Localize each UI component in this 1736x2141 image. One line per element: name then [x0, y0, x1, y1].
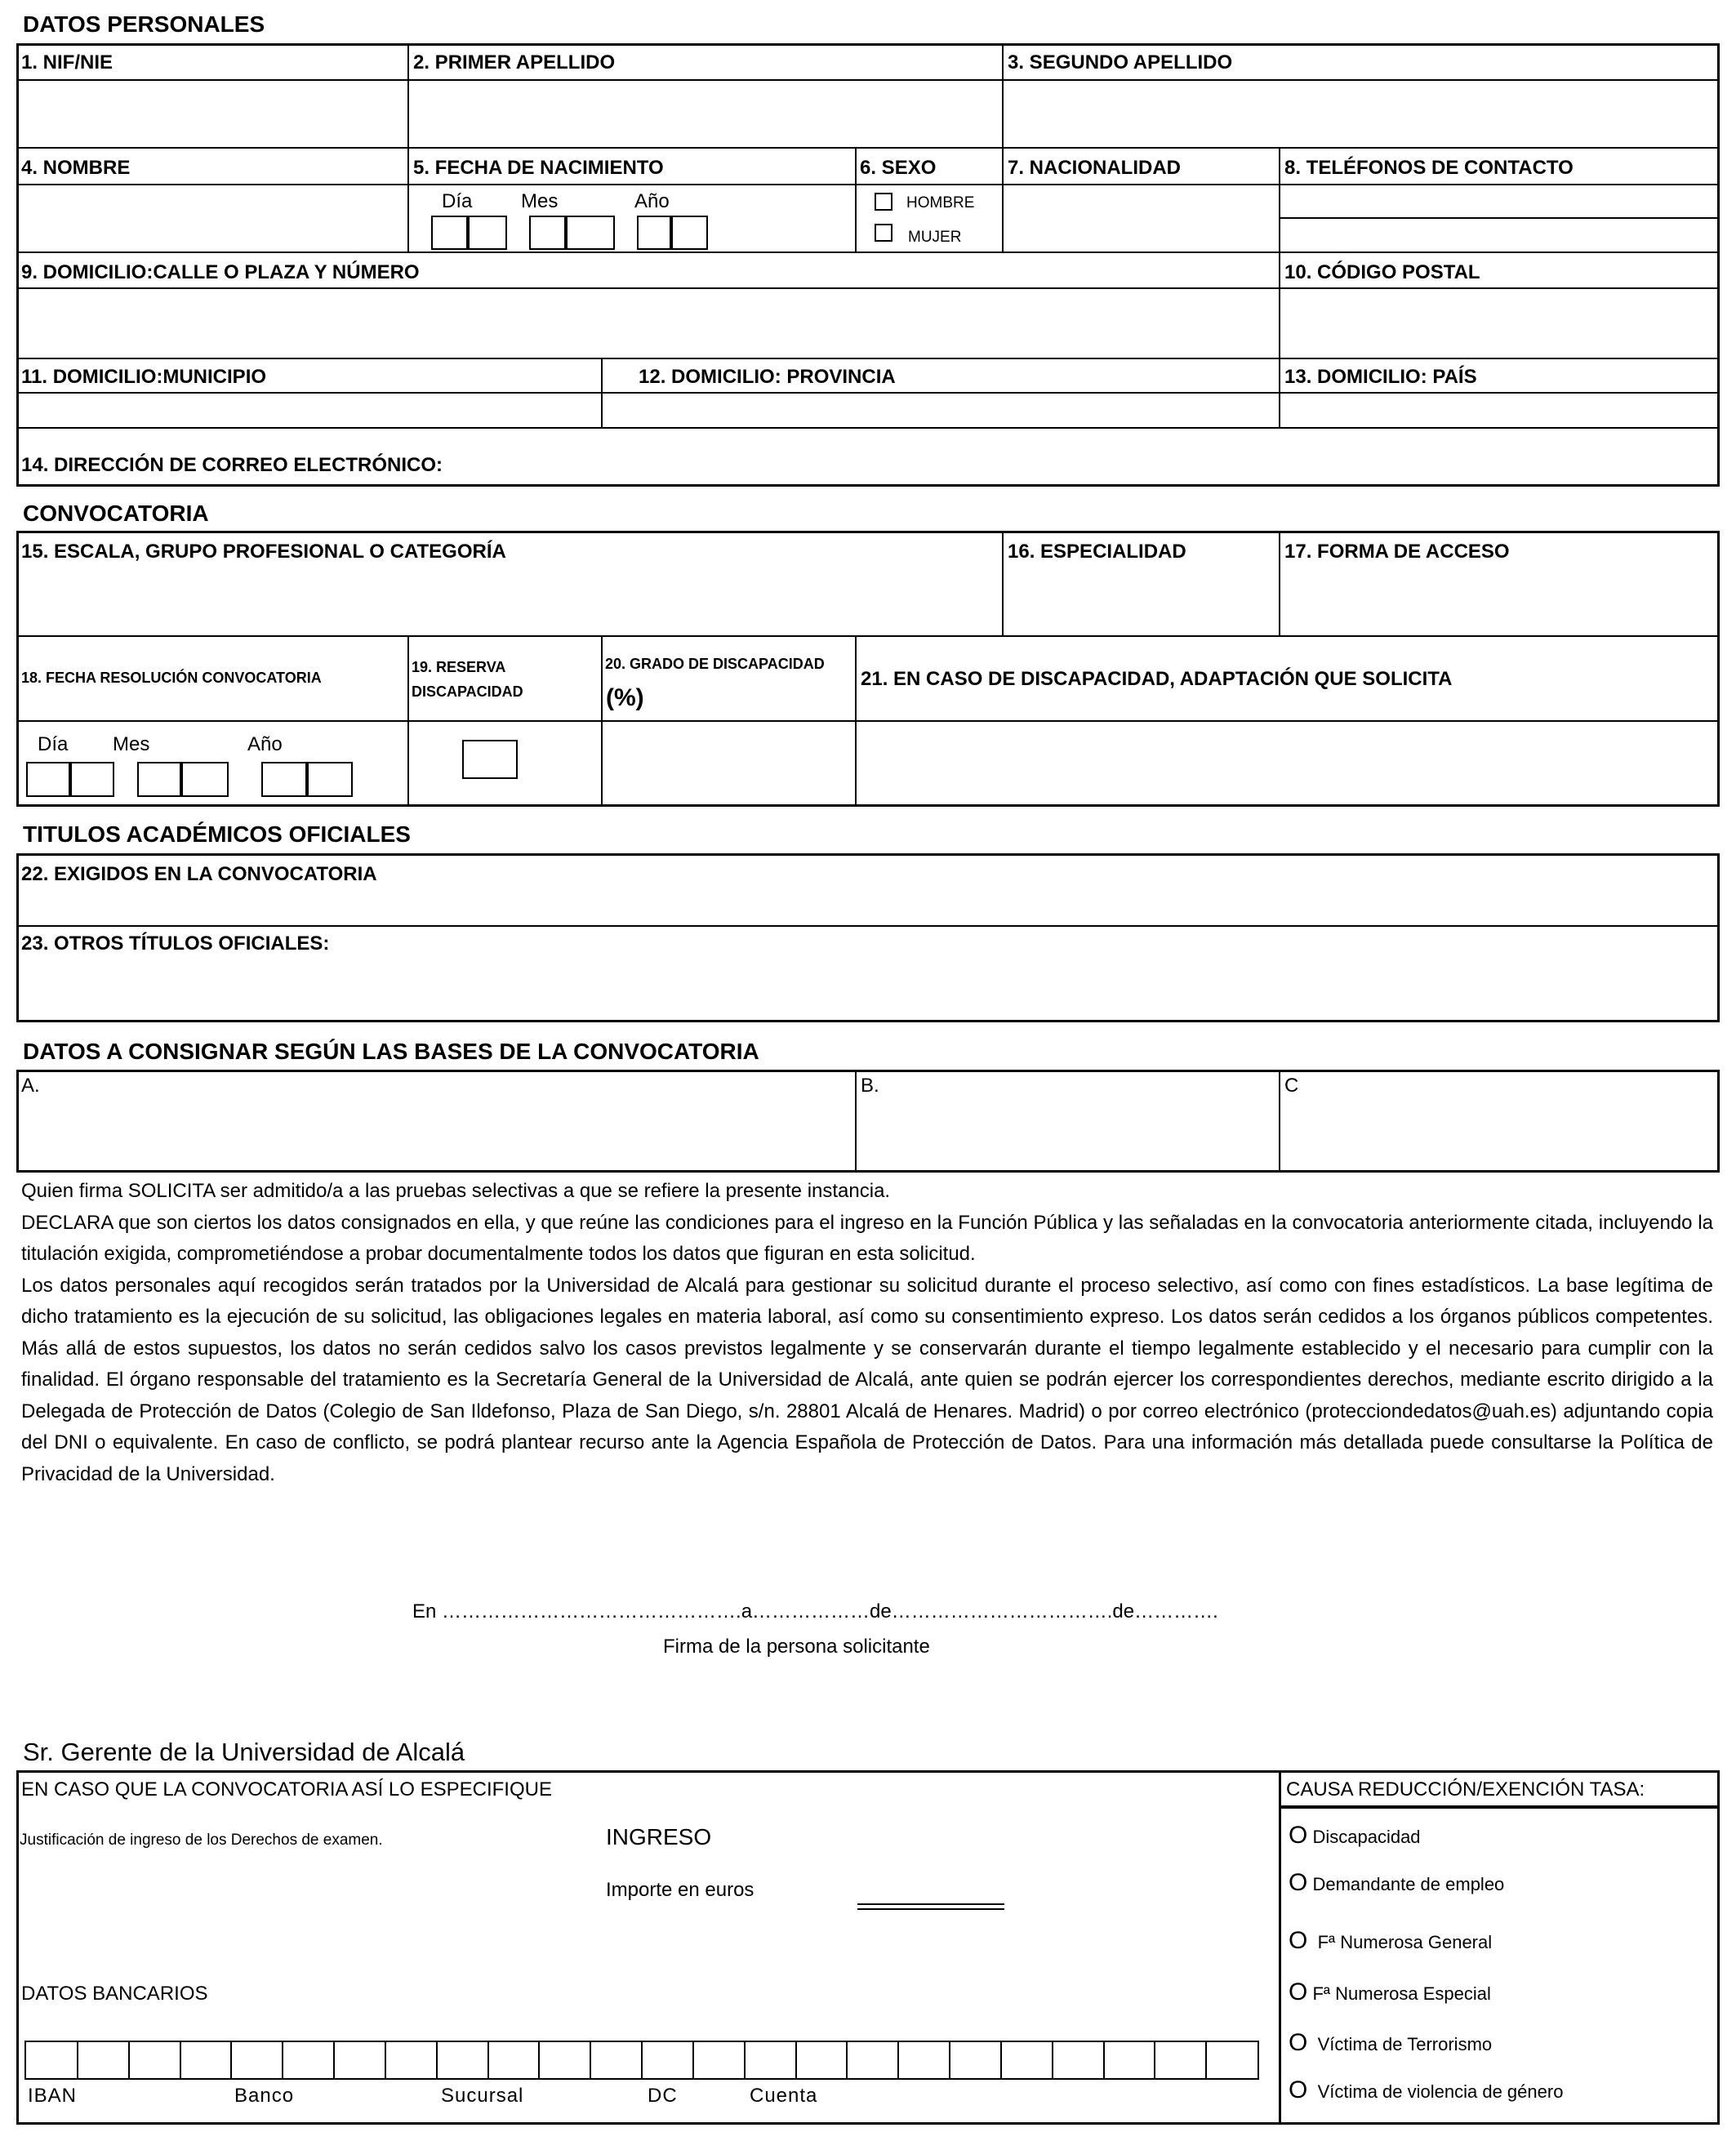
bank-digit-divider — [230, 2042, 232, 2078]
label-segundo-apellido: 3. SEGUNDO APELLIDO — [1008, 51, 1233, 73]
birth-day-digit-1[interactable] — [431, 216, 468, 250]
divider — [18, 925, 1718, 927]
bank-digit-divider — [180, 2042, 181, 2078]
radio-circle-icon: O — [1289, 1979, 1308, 2005]
label-domicilio-calle: 9. DOMICILIO:CALLE O PLAZA Y NÚMERO — [21, 261, 420, 283]
label-nombre: 4. NOMBRE — [21, 157, 131, 179]
titulos-exigidos-input[interactable] — [20, 890, 1716, 924]
bank-digit-divider — [487, 2042, 489, 2078]
date-day-caption: Día — [38, 733, 69, 755]
divider — [407, 45, 409, 149]
date-year-caption: Año — [247, 733, 283, 755]
bank-digit-divider — [333, 2042, 335, 2078]
bank-digit-divider — [77, 2042, 78, 2078]
divider — [1002, 147, 1004, 251]
sucursal-caption: Sucursal — [441, 2085, 524, 2107]
divider — [601, 635, 603, 805]
privacy-paragraph: Los datos personales aquí recogidos serán tratados por la Universidad de Alcalá para gestionar su solicitud durante el proceso selectivo, así como con fines estadísticos. La base legítima de dicho tratamiento es la ejecución de su solicitud, las obligaciones legales en materia laboral, así como su consentimiento expreso. Los datos serán cedidos a los órganos públicos competentes. Más allá de estos supuestos, los datos no serán cedidos salvo los casos previstos legalmente y se conservarán durante el tiempo legalmente establecido y el necesario para cumplir con la finalidad. El órgano responsable del tratamiento es la Secretaría General de la Universidad de Alcalá, ante quien se podrán ejercer los correspondientes derechos, mediante escrito dirigido a la Delegada de Protección de Datos (Colegio de San Ildefonso, Plaza de San Diego, s/n. 28801 Alcalá de Henares. Madrid) o por correo electrónico (protecciondedatos@uah.es) adjuntando copia del DNI o equivalente. En caso de conflicto, se podrá plantear recurso ante la Agencia Española de Protección de Datos. Para una información más detallada puede consultarse la Política de Privacidad de la Universidad. — [21, 1274, 1713, 1485]
exencion-header: CAUSA REDUCCIÓN/EXENCIÓN TASA: — [1286, 1778, 1645, 1800]
municipio-input[interactable] — [20, 394, 600, 426]
label-base-b: B. — [861, 1075, 879, 1097]
label-reserva-discapacidad: 19. RESERVA DISCAPACIDAD — [412, 659, 523, 700]
date-day-caption: Día — [442, 190, 473, 212]
section-title-bases: DATOS A CONSIGNAR SEGÚN LAS BASES DE LA CONVOCATORIA — [23, 1039, 759, 1064]
signature-caption: Firma de la persona solicitante — [663, 1636, 930, 1658]
bank-digit-divider — [897, 2042, 899, 2078]
divider — [18, 635, 1718, 637]
label-codigo-postal: 10. CÓDIGO POSTAL — [1284, 261, 1480, 283]
bank-digit-divider — [128, 2042, 130, 2078]
resolution-year-digit-1[interactable] — [261, 762, 307, 797]
grado-discapacidad-input[interactable] — [603, 723, 853, 804]
label-fecha-nacimiento: 5. FECHA DE NACIMIENTO — [413, 157, 664, 179]
payment-header: EN CASO QUE LA CONVOCATORIA ASÍ LO ESPECIFIQUE — [21, 1778, 552, 1800]
nombre-input[interactable] — [20, 185, 406, 251]
divider — [1002, 532, 1004, 635]
divider — [855, 635, 857, 805]
divider — [1279, 358, 1280, 427]
divider — [1279, 147, 1280, 251]
birth-year-digit-2[interactable] — [671, 216, 708, 250]
solicita-paragraph: Quien firma SOLICITA ser admitido/a a las pruebas selectivas a que se refiere la presente instancia. — [21, 1180, 891, 1202]
label-otros-titulos: 23. OTROS TÍTULOS OFICIALES: — [21, 933, 330, 955]
banco-caption: Banco — [234, 2085, 295, 2107]
bank-digit-divider — [538, 2042, 540, 2078]
especialidad-input[interactable] — [1004, 572, 1277, 634]
section-title-convocatoria: CONVOCATORIA — [23, 501, 209, 526]
checkbox-mujer[interactable] — [875, 224, 892, 242]
option-victima-terrorismo[interactable]: O Víctima de Terrorismo — [1289, 2029, 1493, 2056]
option-demandante-empleo[interactable]: O Demandante de empleo — [1289, 1869, 1505, 1896]
option-discapacidad[interactable]: O Discapacidad — [1289, 1822, 1421, 1849]
divider — [18, 720, 1718, 722]
radio-circle-icon: O — [1289, 1822, 1308, 1849]
divider — [855, 147, 857, 251]
divider — [1279, 1806, 1720, 1809]
bank-digit-divider — [385, 2042, 386, 2078]
forma-acceso-input[interactable] — [1281, 572, 1716, 634]
primer-apellido-input[interactable] — [410, 81, 1001, 146]
bank-digit-divider — [1052, 2042, 1053, 2078]
label-pais: 13. DOMICILIO: PAÍS — [1284, 366, 1477, 388]
label-provincia: 12. DOMICILIO: PROVINCIA — [639, 366, 896, 388]
birth-year-digit-1[interactable] — [637, 216, 671, 250]
label-titulos-exigidos: 22. EXIGIDOS EN LA CONVOCATORIA — [21, 863, 377, 885]
birth-month-digit-1[interactable] — [529, 216, 566, 250]
birth-day-digit-2[interactable] — [468, 216, 507, 250]
provincia-input[interactable] — [603, 394, 1278, 426]
email-input[interactable] — [20, 429, 1716, 484]
bank-digit-divider — [795, 2042, 797, 2078]
label-nif: 1. NIF/NIE — [21, 51, 114, 73]
divider — [855, 1071, 857, 1171]
otros-titulos-input[interactable] — [20, 960, 1716, 1019]
radio-circle-icon: O — [1289, 1869, 1308, 1896]
radio-circle-icon: O — [1289, 1927, 1308, 1954]
divider — [407, 635, 409, 805]
bank-digit-divider — [949, 2042, 950, 2078]
resolution-month-digit-2[interactable] — [181, 762, 229, 797]
label-grado-discapacidad: 20. GRADO DE DISCAPACIDAD — [605, 656, 825, 672]
bank-digit-divider — [744, 2042, 746, 2078]
bank-digit-divider — [436, 2042, 438, 2078]
pais-input[interactable] — [1281, 394, 1716, 426]
reserva-discapacidad-box[interactable] — [462, 740, 518, 779]
label-percent: (%) — [606, 684, 644, 711]
base-b-input[interactable] — [857, 1099, 1277, 1169]
option-numerosa-especial[interactable]: O Fª Numerosa Especial — [1289, 1979, 1491, 2005]
nif-input[interactable] — [20, 81, 406, 146]
bank-digit-divider — [282, 2042, 283, 2078]
divider — [1279, 1071, 1280, 1171]
base-c-input[interactable] — [1281, 1099, 1716, 1169]
date-year-caption: Año — [634, 190, 670, 212]
declara-paragraph: DECLARA que son ciertos los datos consignados en ella, y que reúne las condiciones para el ingreso en la Función Pública y las señaladas en la convocatoria anteriormente citada, incluyendo la titulación exigida, comprometiéndose a probar documentalmente todos los datos que figuran en esta solicitud. — [21, 1211, 1713, 1265]
bank-digit-divider — [641, 2042, 643, 2078]
escala-input[interactable] — [20, 572, 999, 634]
bank-account-grid[interactable] — [24, 2041, 1259, 2080]
date-month-caption: Mes — [113, 733, 150, 755]
divider — [18, 251, 1718, 253]
bank-digit-divider — [692, 2042, 694, 2078]
option-victima-violencia[interactable]: O Víctima de violencia de género — [1289, 2076, 1564, 2103]
bank-digit-divider — [1205, 2042, 1207, 2078]
checkbox-hombre[interactable] — [875, 193, 892, 211]
justificacion-text: Justificación de ingreso de los Derechos de examen. — [20, 1832, 383, 1849]
section-title-personal: DATOS PERSONALES — [23, 11, 265, 37]
date-month-caption: Mes — [521, 190, 559, 212]
label-escala: 15. ESCALA, GRUPO PROFESIONAL O CATEGORÍA — [21, 541, 506, 563]
resolution-year-digit-2[interactable] — [307, 762, 353, 797]
label-fecha-resolucion: 18. FECHA RESOLUCIÓN CONVOCATORIA — [21, 670, 322, 686]
cuenta-caption: Cuenta — [750, 2085, 818, 2107]
segundo-apellido-input[interactable] — [1004, 81, 1716, 146]
recipient-line: Sr. Gerente de la Universidad de Alcalá — [23, 1738, 465, 1766]
label-sexo: 6. SEXO — [860, 157, 937, 179]
label-primer-apellido: 2. PRIMER APELLIDO — [413, 51, 616, 73]
divider — [18, 147, 1718, 149]
signature-place-date-line[interactable]: En ……………………………………….a………………de…………………………….de…………. — [412, 1600, 1218, 1622]
divider — [407, 147, 409, 251]
divider — [1002, 45, 1004, 149]
divider — [18, 358, 1718, 359]
dc-caption: DC — [648, 2085, 678, 2107]
divider — [601, 358, 603, 427]
divider — [1279, 251, 1280, 358]
radio-circle-icon: O — [1289, 2076, 1308, 2103]
option-numerosa-general[interactable]: O Fª Numerosa General — [1289, 1927, 1493, 1954]
label-email: 14. DIRECCIÓN DE CORREO ELECTRÓNICO: — [21, 454, 443, 476]
iban-caption: IBAN — [28, 2085, 78, 2107]
label-especialidad: 16. ESPECIALIDAD — [1008, 541, 1186, 563]
bank-digit-divider — [1103, 2042, 1105, 2078]
nacionalidad-input[interactable] — [1004, 185, 1277, 251]
label-municipio: 11. DOMICILIO:MUNICIPIO — [21, 366, 267, 388]
label-nacionalidad: 7. NACIONALIDAD — [1008, 157, 1182, 179]
birth-month-digit-2[interactable] — [566, 216, 615, 250]
label-base-c: C — [1284, 1075, 1299, 1097]
base-a-input[interactable] — [20, 1099, 852, 1169]
label-adaptacion: 21. EN CASO DE DISCAPACIDAD, ADAPTACIÓN QUE SOLICITA — [861, 668, 1453, 690]
telefono-1-input[interactable] — [1281, 185, 1716, 216]
section-title-titulos: TITULOS ACADÉMICOS OFICIALES — [23, 821, 411, 847]
resolution-day-digit-1[interactable] — [26, 762, 70, 797]
telefono-2-input[interactable] — [1281, 219, 1716, 251]
label-mujer: MUJER — [908, 229, 962, 246]
divider — [1279, 532, 1280, 635]
datos-bancarios-label: DATOS BANCARIOS — [21, 1983, 208, 2005]
radio-circle-icon: O — [1289, 2029, 1308, 2056]
codigo-postal-input[interactable] — [1281, 289, 1716, 357]
resolution-day-digit-2[interactable] — [70, 762, 114, 797]
importe-amount-line[interactable] — [857, 1903, 1004, 1910]
domicilio-calle-input[interactable] — [20, 289, 1277, 357]
label-base-a: A. — [21, 1075, 40, 1097]
label-telefonos: 8. TELÉFONOS DE CONTACTO — [1284, 157, 1574, 179]
importe-label: Importe en euros — [606, 1879, 754, 1901]
bank-digit-divider — [590, 2042, 591, 2078]
bank-digit-divider — [1000, 2042, 1002, 2078]
adaptacion-input[interactable] — [857, 723, 1716, 804]
label-hombre: HOMBRE — [906, 194, 975, 211]
divider — [1279, 1770, 1281, 2125]
resolution-month-digit-1[interactable] — [137, 762, 181, 797]
bank-digit-divider — [846, 2042, 848, 2078]
ingreso-label: INGRESO — [606, 1824, 712, 1849]
label-forma-acceso: 17. FORMA DE ACCESO — [1284, 541, 1510, 563]
declaration-text — [21, 1176, 1713, 1490]
bank-digit-divider — [1154, 2042, 1155, 2078]
